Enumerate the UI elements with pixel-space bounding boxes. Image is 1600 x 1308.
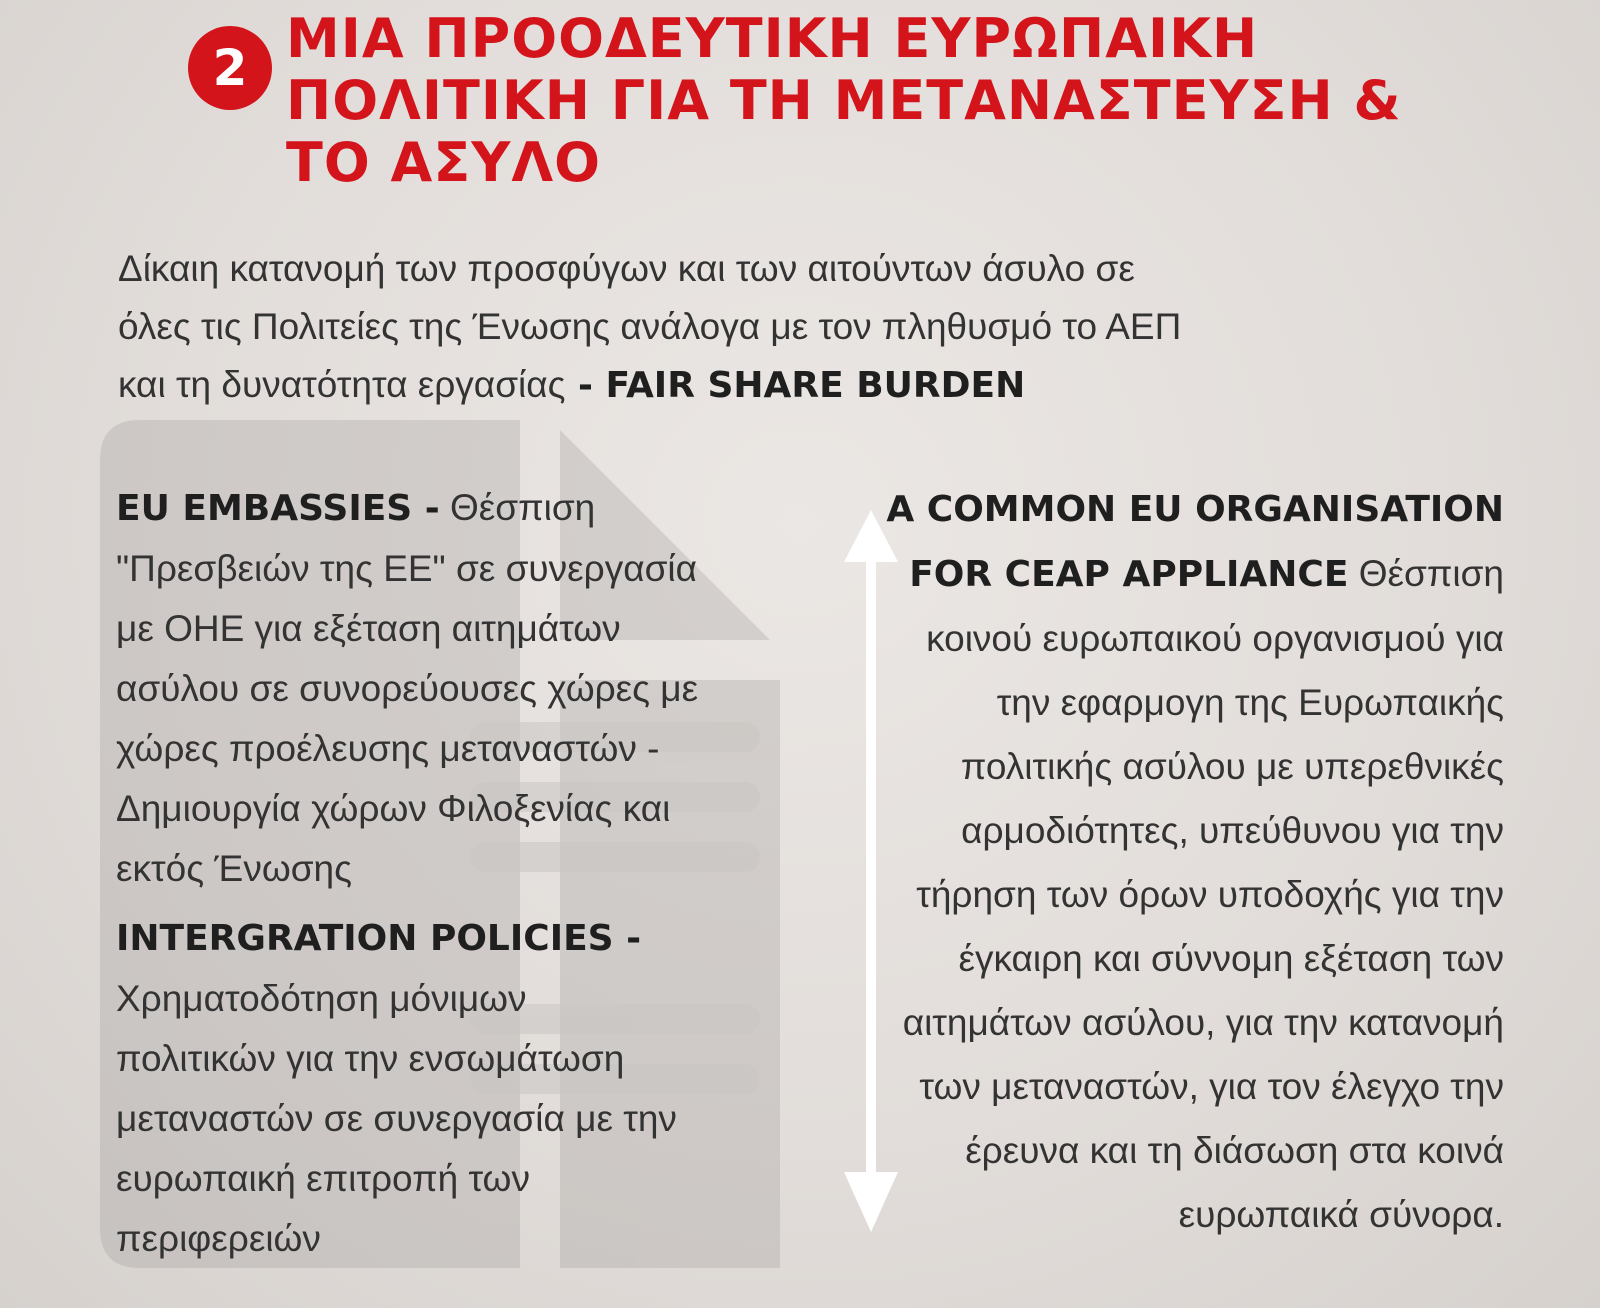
- left-column: [116, 478, 816, 1269]
- page-title: [286, 8, 1586, 194]
- organisation-line: την εφαρμογη της Ευρωπαικής: [996, 682, 1504, 723]
- section-number-badge: 2: [188, 26, 272, 110]
- integration-line: περιφερειών: [116, 1218, 321, 1259]
- organisation-line: αιτημάτων ασύλου, για την κατανομή: [902, 1002, 1504, 1043]
- organisation-heading-bold: FOR CEAP APPLIANCE: [909, 554, 1349, 595]
- embassies-line: με ΟΗΕ για εξέταση αιτημάτων: [116, 608, 621, 649]
- organisation-line: αρμοδιότητες, υπεύθυνου για την: [961, 810, 1504, 851]
- title-line: ΠΟΛΙΤΙΚΗ ΓΙΑ ΤΗ ΜΕΤΑΝΑΣΤΕΥΣΗ &: [286, 69, 1402, 132]
- intro-line: [118, 356, 1418, 415]
- organisation-line: έρευνα και τη διάσωση στα κοινά: [965, 1130, 1504, 1171]
- embassies-line: χώρες προέλευσης μεταναστών -: [116, 728, 660, 769]
- integration-line: πολιτικών για την ενσωμάτωση: [116, 1038, 625, 1079]
- title-line: ΤΟ ΑΣΥΛΟ: [286, 131, 602, 194]
- title-line: ΜΙΑ ΠΡΟΟΔΕΥΤΙΚΗ ΕΥΡΩΠΑΙΚΗ: [286, 7, 1259, 70]
- intro-line: όλες τις Πολιτείες της Ένωσης ανάλογα με τον πληθυσμό το ΑΕΠ: [118, 306, 1182, 347]
- organisation-line: των μεταναστών, για τον έλεγχο την: [919, 1066, 1504, 1107]
- intro-paragraph: [118, 240, 1418, 415]
- right-column: [784, 478, 1504, 1247]
- intro-text: και τη δυνατότητα εργασίας: [118, 364, 566, 405]
- integration-line: Χρηματοδότηση μόνιμων: [116, 978, 527, 1019]
- organisation-line: πολιτικής ασύλου με υπερεθνικές: [960, 746, 1504, 787]
- intro-line: Δίκαιη κατανομή των προσφύγων και των αιτούντων άσυλο σε: [118, 248, 1135, 289]
- organisation-line: τήρηση των όρων υποδοχής για την: [916, 874, 1504, 915]
- embassies-first-line: [116, 478, 816, 539]
- organisation-line: έγκαιρη και σύννομη εξέταση των: [958, 938, 1504, 979]
- organisation-line: κοινού ευρωπαικού οργανισμού για: [926, 618, 1504, 659]
- embassies-line: Δημιουργία χώρων Φιλοξενίας και: [116, 788, 671, 829]
- embassies-line: εκτός Ένωσης: [116, 848, 352, 889]
- embassies-heading: EU EMBASSIES -: [116, 488, 440, 529]
- integration-line: μεταναστών σε συνεργασία με την: [116, 1098, 677, 1139]
- organisation-line: ευρωπαικά σύνορα.: [1178, 1194, 1504, 1235]
- organisation-heading: A COMMON EU ORGANISATION: [886, 489, 1504, 530]
- embassies-line: "Πρεσβειών της ΕΕ" σε συνεργασία: [116, 548, 698, 589]
- embassies-text: Θέσπιση: [439, 487, 596, 528]
- organisation-text: Θέσπιση: [1348, 553, 1504, 594]
- integration-heading: INTERGRATION POLICIES -: [116, 918, 642, 959]
- intro-bold-keyword: - FAIR SHARE BURDEN: [565, 365, 1026, 406]
- integration-line: ευρωπαική επιτροπή των: [116, 1158, 530, 1199]
- embassies-line: ασύλου σε συνορεύουσες χώρες με: [116, 668, 699, 709]
- organisation-heading-line2: [784, 542, 1504, 607]
